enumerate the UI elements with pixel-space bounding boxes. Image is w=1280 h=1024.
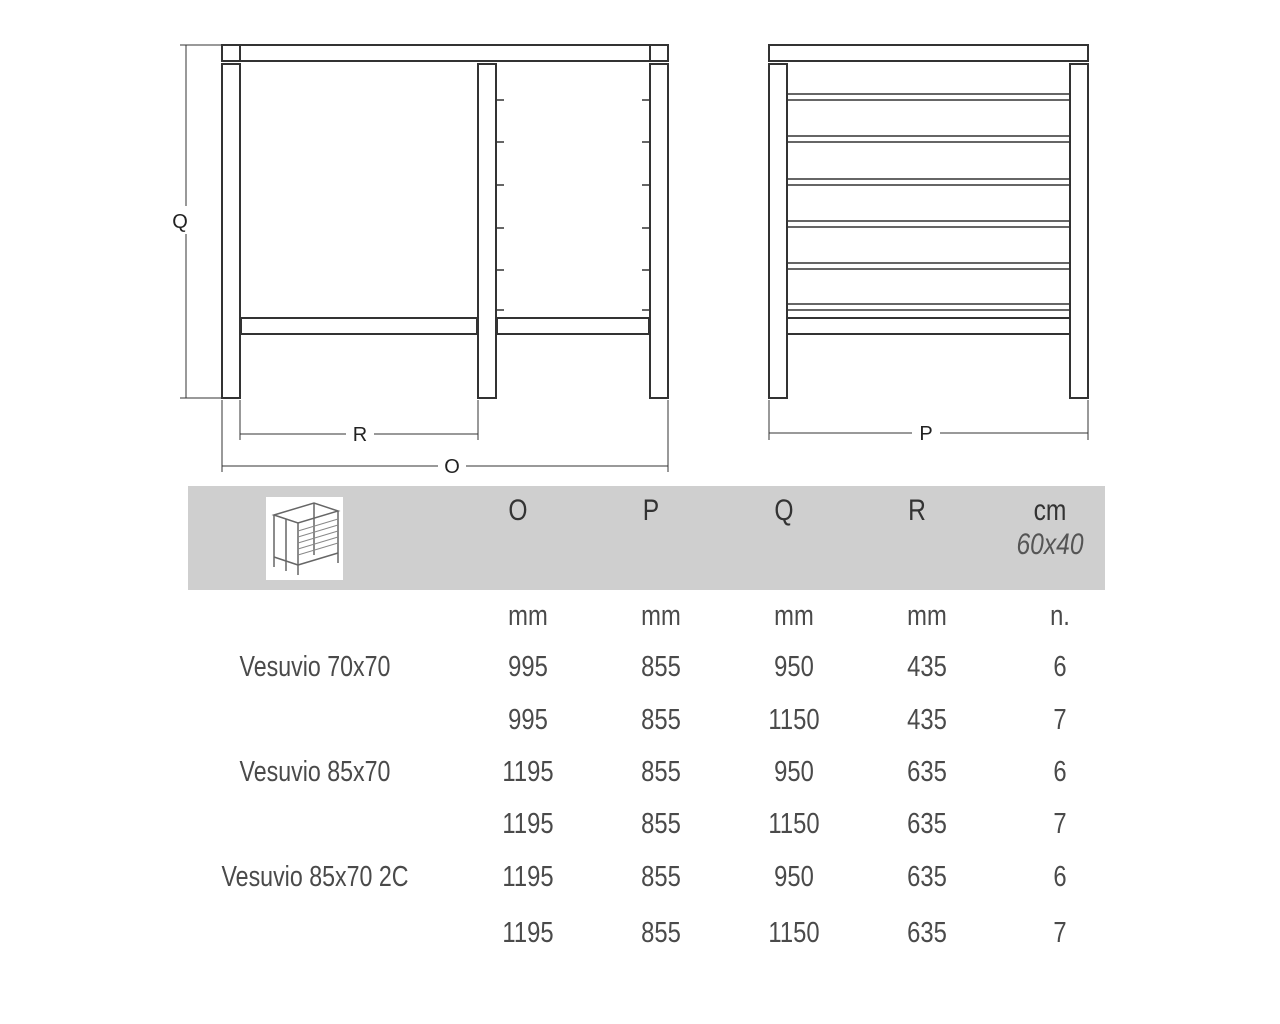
cell-p: 855 (641, 917, 681, 949)
front-top-plate (222, 45, 668, 61)
cell-p: 855 (641, 651, 681, 683)
unit-q: mm (774, 600, 814, 632)
model-name: Vesuvio 70x70 (239, 651, 391, 683)
cell-q: 1150 (768, 917, 820, 949)
cell-r: 635 (907, 917, 947, 949)
dimension-r-label: R (352, 424, 368, 446)
cell-count: 6 (1053, 756, 1067, 788)
cell-r: 635 (907, 808, 947, 840)
cell-o: 1195 (502, 861, 554, 893)
header-cm: cm (1033, 494, 1067, 527)
cell-p: 855 (641, 808, 681, 840)
cell-count: 7 (1053, 917, 1067, 949)
front-view (222, 45, 668, 398)
cell-r: 435 (907, 651, 947, 683)
unit-p: mm (641, 600, 681, 632)
dimension-q-label: Q (172, 211, 188, 233)
product-thumbnail (266, 497, 343, 580)
front-rail-left (241, 318, 477, 334)
cell-count: 6 (1053, 651, 1067, 683)
unit-r: mm (907, 600, 947, 632)
front-leg-left (222, 64, 240, 398)
tray-guides (496, 100, 650, 310)
cell-q: 950 (774, 861, 814, 893)
cell-r: 635 (907, 861, 947, 893)
cell-count: 6 (1053, 861, 1067, 893)
front-leg-right (650, 64, 668, 398)
model-name: Vesuvio 85x70 2C (221, 861, 409, 893)
front-rail-right (497, 318, 649, 334)
side-top-plate (769, 45, 1088, 61)
header-o: O (508, 494, 528, 527)
side-view (769, 45, 1088, 398)
cell-p: 855 (641, 756, 681, 788)
cell-o: 995 (508, 704, 548, 736)
cell-q: 1150 (768, 808, 820, 840)
cell-q: 1150 (768, 704, 820, 736)
front-leg-middle (478, 64, 496, 398)
cell-r: 435 (907, 704, 947, 736)
cell-r: 635 (907, 756, 947, 788)
side-tray-rails (787, 94, 1070, 310)
unit-o: mm (508, 600, 548, 632)
cell-o: 1195 (502, 808, 554, 840)
dimension-o-label: O (444, 456, 460, 478)
cell-q: 950 (774, 651, 814, 683)
header-tray-size: 60x40 (1016, 528, 1084, 561)
cell-q: 950 (774, 756, 814, 788)
cell-count: 7 (1053, 808, 1067, 840)
side-leg-right (1070, 64, 1088, 398)
cell-p: 855 (641, 861, 681, 893)
unit-count: n. (1050, 600, 1070, 632)
cell-p: 855 (641, 704, 681, 736)
header-r: R (908, 494, 926, 527)
cell-count: 7 (1053, 704, 1067, 736)
header-q: Q (774, 494, 794, 527)
technical-drawing (0, 0, 1280, 480)
dimension-p-label: P (919, 423, 933, 445)
cell-o: 1195 (502, 917, 554, 949)
cell-o: 995 (508, 651, 548, 683)
side-bottom-rail (787, 318, 1070, 334)
model-name: Vesuvio 85x70 (239, 756, 391, 788)
side-leg-left (769, 64, 787, 398)
cell-o: 1195 (502, 756, 554, 788)
header-p: P (642, 494, 660, 527)
